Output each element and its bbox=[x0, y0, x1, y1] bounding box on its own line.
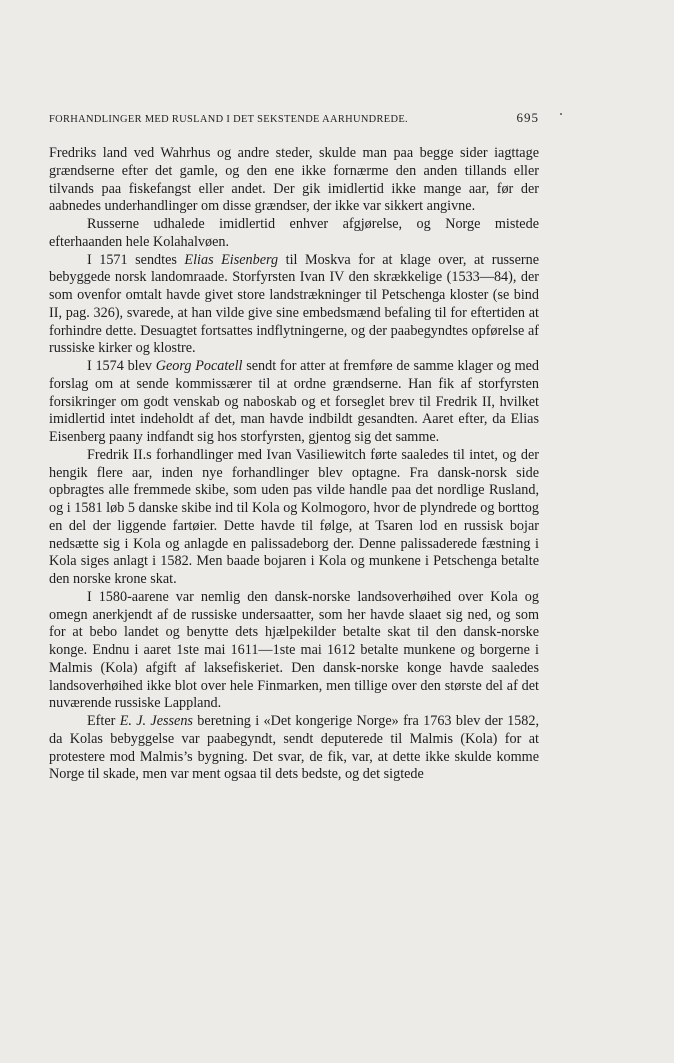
text-run: Fredriks land ved Wahrhus og andre steder, skulde man paa begge sider iagttage grændserne efter det gamle, og den ene ikke fornærme den anden tillands eller tilvands paa fiskefangst eller andet. Der gik imidlertid ikke mange aar, før der aabnedes underhandlinger om disse grændser, der ikke var sikkert angivne. bbox=[49, 145, 539, 215]
italic-name: E. J. Jessens bbox=[119, 713, 193, 729]
text-run: sendt for atter at fremføre de samme klager og med forslag om at sende kommissærer til at ordne grændserne. Han fik af storfyrsten forsikringer om godt venskab og naboskab og et forseglet brev til Fredrik II, hvilket imidlertid intet indeholdt af det, man havde indbildt gesandten. Aaret efter, da Elias Eisenberg paany indfandt sig hos storfyrsten, gjentog sig det samme. bbox=[49, 358, 539, 445]
text-run: I 1580-aarene var nemlig den dansk-norske landsoverhøihed over Kola og omegn anerkjendt af de russiske undersaatter, som her havde slaaet sig ned, og som for at bebo landet og benytte dets hjælpekilder betalte skat til den dansk-norske konge. Endnu i aaret 1ste mai 1611—1ste mai 1612 betalte munkene og borgerne i Malmis (Kola) afgift af laksefiskeriet. Den dansk-norske konge havde saaledes landsoverhøihed ikke blot over hele Finmarken, men tillige over den største del af det nuværende russiske Lappland. bbox=[49, 588, 539, 712]
print-speck bbox=[560, 113, 562, 115]
paragraph bbox=[49, 252, 539, 359]
body-text bbox=[49, 145, 539, 784]
running-header bbox=[49, 110, 539, 126]
paragraph bbox=[49, 145, 539, 216]
text-run: I 1571 sendtes bbox=[87, 251, 185, 268]
paragraph bbox=[49, 447, 539, 589]
paragraph bbox=[49, 589, 539, 713]
italic-name: Elias Eisenberg bbox=[184, 251, 279, 268]
running-title: FORHANDLINGER MED RUSLAND I DET SEKSTENDE AARHUNDREDE. bbox=[49, 114, 408, 125]
text-run: I 1574 blev bbox=[87, 358, 156, 374]
paragraph bbox=[49, 216, 539, 252]
italic-name: Georg Pocatell bbox=[155, 358, 243, 374]
text-run: Efter bbox=[87, 713, 120, 729]
text-run: beretning i «Det kongerige Norge» fra 1763 blev der 1582, da Kolas bebyggelse var paabegyndt, sendt deputerede til Malmis (Kola) for at protestere mod Malmis’s bygning. Det svar, de fik, var, at dette ikke skulde komme Norge til skade, men var ment ogsaa til dets bedste, og det sigtede bbox=[49, 713, 539, 783]
paragraph bbox=[49, 358, 539, 447]
text-run: Fredrik II.s forhandlinger med Ivan Vasiliewitch førte saaledes til intet, og der hengik flere aar, inden nye forhandlinger blev optagne. Fra dansk-norsk side opbragtes alle fremmede skibe, som uden pas vilde handle paa det nordlige Rusland, og i 1581 løb 5 danske skibe ind til Kola og Kolmogoro, hvor de plyndrede og borttog en del der liggende fartøier. Dette havde til følge, at Tsaren lod en russisk bojar nedsætte sig i Kola og anlagde en palissadeborg der. Denne palissaderede fæstning i Kola siges anlagt i 1582. Men baade bojaren i Kola og munkene i Petschenga betalte den norske krone skat. bbox=[49, 446, 539, 587]
text-run: til Moskva for at klage over, at russerne bebyggede norsk landomraade. Storfyrsten Ivan IV den skrækkelige (1533—84), der som ovenfor omtalt havde givet store landstrækninger til Petschenga kloster (se bind II, pag. 326), svarede, at han vilde give sine embedsmænd befaling til for eftertiden at forhindre dette. Desuagtet fortsattes indflytningerne, og der paabegyndtes opførelse af russiske kirker og klostre. bbox=[49, 251, 539, 357]
text-run: Russerne udhalede imidlertid enhver afgjørelse, og Norge mistede efterhaanden hele Kolahalvøen. bbox=[49, 216, 539, 250]
paragraph bbox=[49, 713, 539, 784]
page-number: 695 bbox=[516, 110, 539, 125]
